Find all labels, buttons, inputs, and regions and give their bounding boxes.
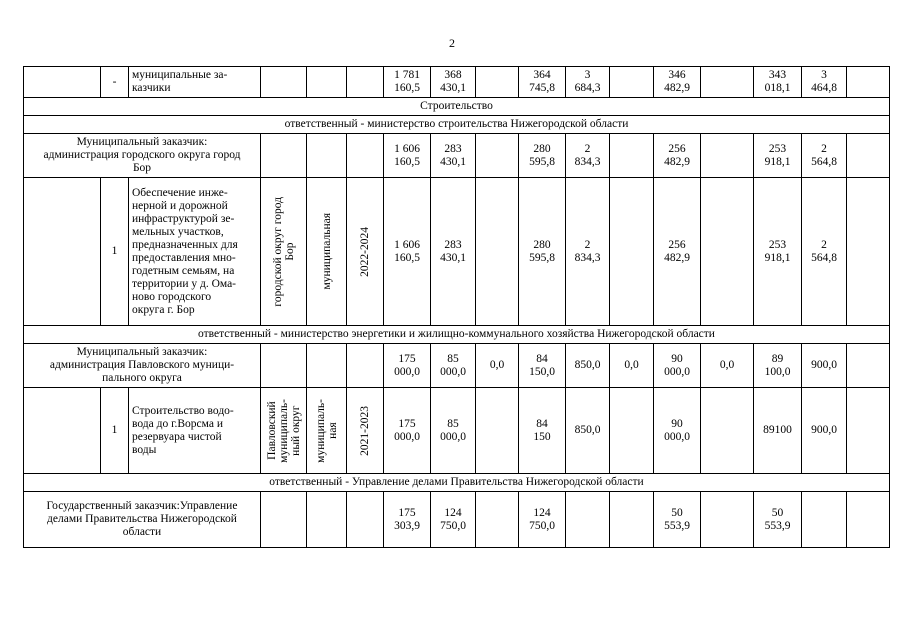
- value-cell: 850,0: [566, 388, 610, 474]
- responsible-row: [24, 326, 890, 344]
- value-cell: [610, 134, 654, 178]
- row-index: 1: [101, 388, 129, 474]
- customer-name: Муниципальный заказчик: администрация городского округа город Бор: [24, 134, 261, 178]
- value-cell: 124 750,0: [519, 492, 566, 548]
- value-cell: 256 482,9: [654, 134, 701, 178]
- value-cell: 900,0: [802, 388, 847, 474]
- table-row: [24, 388, 890, 474]
- section-title: Строительство: [24, 98, 890, 116]
- value-cell: [847, 492, 890, 548]
- value-cell: 900,0: [802, 344, 847, 388]
- object-years: 2021-2023: [359, 405, 371, 456]
- budget-table: [23, 66, 890, 548]
- object-name: Обеспечение инже- нерной и дорожной инфраструктурой зе- мельных участков, предназначенных для предоставления мно- годетным семьям, на территории у д. Ома- ново городского округа г. Бор: [129, 178, 261, 326]
- value-cell: [847, 388, 890, 474]
- object-location: городской округ город Бор: [271, 196, 296, 307]
- table-row: [24, 492, 890, 548]
- responsible-row: [24, 116, 890, 134]
- value-cell: 0,0: [476, 344, 519, 388]
- value-cell: [610, 388, 654, 474]
- responsible-row: [24, 474, 890, 492]
- value-cell: [476, 134, 519, 178]
- value-cell: 84 150: [519, 388, 566, 474]
- value-cell: 253 918,1: [754, 134, 802, 178]
- row-index: -: [101, 67, 129, 98]
- object-ownership: муниципальная: [320, 213, 333, 290]
- value-cell: 3 684,3: [566, 67, 610, 98]
- value-cell: [701, 67, 754, 98]
- value-cell: [847, 134, 890, 178]
- value-cell: 1 606 160,5: [384, 178, 431, 326]
- customer-name: Муниципальный заказчик: администрация Павловского муници- пального округа: [24, 344, 261, 388]
- row-name: муниципальные за- казчики: [129, 67, 261, 98]
- value-cell: [610, 178, 654, 326]
- value-cell: [701, 178, 754, 326]
- value-cell: 256 482,9: [654, 178, 701, 326]
- value-cell: [610, 67, 654, 98]
- object-years: 2022-2024: [359, 226, 371, 277]
- row-index: 1: [101, 178, 129, 326]
- value-cell: [610, 492, 654, 548]
- object-location: Павловский муниципаль- ный округ: [265, 398, 302, 463]
- value-cell: 3 464,8: [802, 67, 847, 98]
- value-cell: [701, 134, 754, 178]
- value-cell: [476, 388, 519, 474]
- value-cell: 175 000,0: [384, 344, 431, 388]
- table-row: [24, 67, 890, 98]
- value-cell: 89 100,0: [754, 344, 802, 388]
- value-cell: 280 595,8: [519, 178, 566, 326]
- value-cell: 175 000,0: [384, 388, 431, 474]
- value-cell: 90 000,0: [654, 388, 701, 474]
- value-cell: [566, 492, 610, 548]
- value-cell: [476, 178, 519, 326]
- responsible-ministry: ответственный - Управление делами Правительства Нижегородской области: [24, 474, 890, 492]
- value-cell: [802, 492, 847, 548]
- value-cell: 253 918,1: [754, 178, 802, 326]
- value-cell: [847, 67, 890, 98]
- value-cell: 280 595,8: [519, 134, 566, 178]
- value-cell: 283 430,1: [431, 134, 476, 178]
- value-cell: [476, 492, 519, 548]
- value-cell: 343 018,1: [754, 67, 802, 98]
- responsible-ministry: ответственный - министерство энергетики и жилищно-коммунального хозяйства Нижегородской области: [24, 326, 890, 344]
- value-cell: 1 606 160,5: [384, 134, 431, 178]
- value-cell: 283 430,1: [431, 178, 476, 326]
- object-name: Строительство водо- вода до г.Ворсма и резервуара чистой воды: [129, 388, 261, 474]
- value-cell: 175 303,9: [384, 492, 431, 548]
- customer-name: Государственный заказчик:Управление делами Правительства Нижегородской области: [24, 492, 261, 548]
- value-cell: 346 482,9: [654, 67, 701, 98]
- object-ownership: муниципаль- ная: [314, 398, 339, 463]
- responsible-ministry: ответственный - министерство строительства Нижегородской области: [24, 116, 890, 134]
- value-cell: 368 430,1: [431, 67, 476, 98]
- value-cell: 850,0: [566, 344, 610, 388]
- value-cell: 2 834,3: [566, 178, 610, 326]
- value-cell: [476, 67, 519, 98]
- value-cell: [701, 388, 754, 474]
- value-cell: 2 564,8: [802, 134, 847, 178]
- value-cell: 2 564,8: [802, 178, 847, 326]
- value-cell: 0,0: [701, 344, 754, 388]
- value-cell: 1 781 160,5: [384, 67, 431, 98]
- value-cell: 89100: [754, 388, 802, 474]
- value-cell: 2 834,3: [566, 134, 610, 178]
- section-row: [24, 98, 890, 116]
- value-cell: 124 750,0: [431, 492, 476, 548]
- value-cell: 85 000,0: [431, 344, 476, 388]
- value-cell: [847, 344, 890, 388]
- value-cell: 85 000,0: [431, 388, 476, 474]
- value-cell: 84 150,0: [519, 344, 566, 388]
- value-cell: 364 745,8: [519, 67, 566, 98]
- value-cell: 0,0: [610, 344, 654, 388]
- value-cell: 50 553,9: [654, 492, 701, 548]
- table-row: [24, 344, 890, 388]
- table-row: [24, 134, 890, 178]
- value-cell: [701, 492, 754, 548]
- table-row: [24, 178, 890, 326]
- page-number: 2: [449, 36, 455, 50]
- value-cell: [847, 178, 890, 326]
- value-cell: 50 553,9: [754, 492, 802, 548]
- value-cell: 90 000,0: [654, 344, 701, 388]
